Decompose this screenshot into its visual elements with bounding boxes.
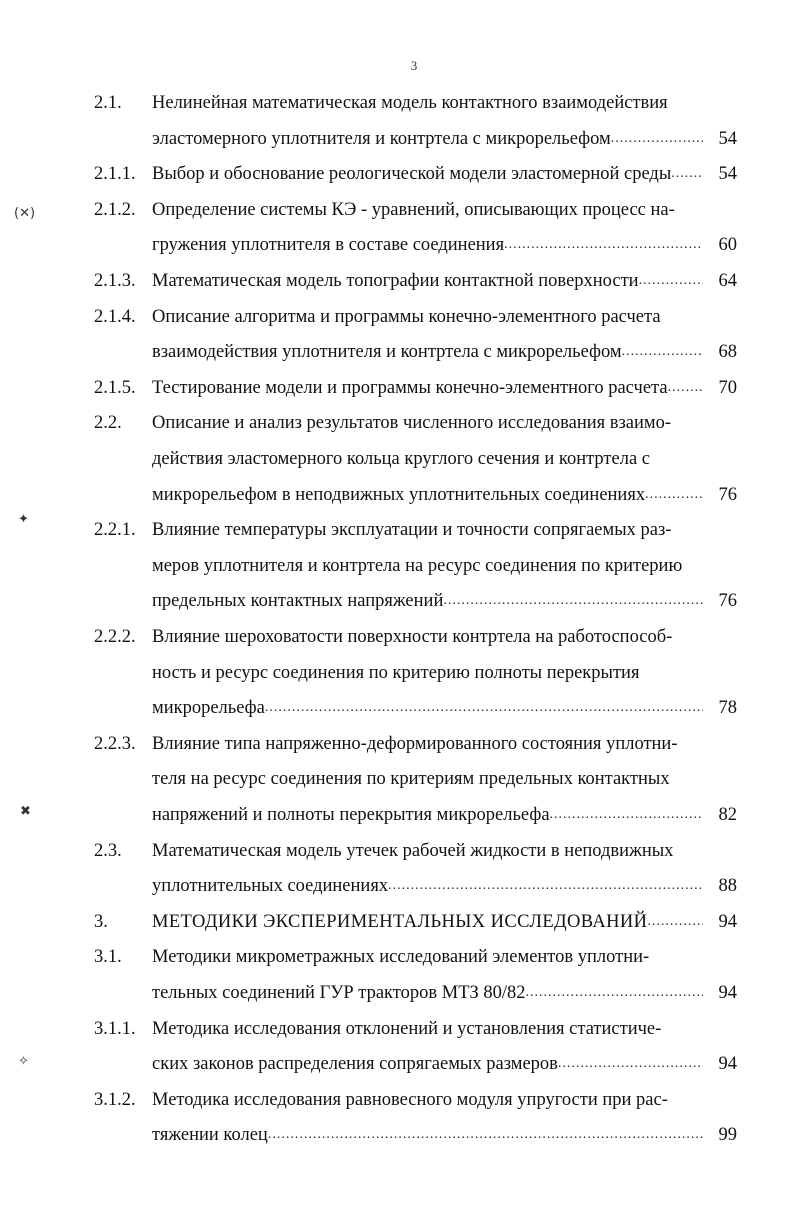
toc-leader-dots	[647, 906, 703, 938]
toc-line	[0, 407, 799, 439]
toc-entry-text	[152, 194, 703, 226]
toc-entry-label: теля на ресурс соединения по критериям предельных контактных	[152, 769, 670, 790]
toc-section-number: 2.1.3.	[94, 271, 136, 291]
toc-leader-dots	[443, 585, 703, 617]
toc-entry-text	[152, 977, 703, 1009]
toc-leader-dots	[668, 372, 703, 404]
toc-section-number: 2.1.4.	[94, 306, 136, 327]
toc-section-number: 2.1.5.	[94, 377, 136, 398]
toc-line	[0, 1084, 799, 1116]
toc-page-number: 76	[718, 591, 737, 612]
toc-entry-text	[152, 1013, 703, 1045]
toc-page-number: 78	[718, 698, 737, 719]
toc-entry-label: Методика исследования равновесного модуля упругости при рас-	[152, 1089, 668, 1110]
toc-entry-label: эластомерного уплотнителя и контртела с микрорельефом	[152, 128, 611, 149]
toc-line	[0, 906, 799, 938]
toc-entry-text	[152, 799, 703, 831]
margin-mark-icon: ✧	[18, 1054, 29, 1069]
toc-entry-text	[152, 692, 703, 724]
toc-entry-label: Математическая модель утечек рабочей жидкости в неподвижных	[152, 840, 674, 861]
toc-line	[0, 336, 799, 368]
toc-section-number: 3.1.1.	[94, 1018, 136, 1039]
toc-page-number: 99	[718, 1125, 737, 1146]
toc-line	[0, 835, 799, 867]
toc-page-number: 70	[718, 377, 737, 398]
toc-section-number: 2.3.	[94, 840, 122, 861]
toc-entry-text	[152, 1048, 703, 1080]
toc-page-number: 54	[718, 164, 737, 185]
toc-entry-text	[152, 229, 703, 261]
page-number: 3	[410, 58, 418, 73]
toc-leader-dots	[645, 479, 703, 511]
toc-leader-dots	[622, 336, 703, 368]
toc-entry-text	[152, 657, 703, 689]
toc-line	[0, 514, 799, 546]
toc-entry-label: действия эластомерного кольца круглого сечения и контртела с	[152, 449, 651, 469]
toc-entry-label: тяжении колец	[152, 1125, 268, 1146]
toc-entry-label: Влияние типа напряженно-деформированного состояния уплотни-	[152, 733, 678, 754]
toc-section-number: 3.1.	[94, 947, 122, 968]
toc-leader-dots	[611, 123, 703, 155]
toc-page-number: 54	[718, 128, 737, 149]
toc-line	[0, 229, 799, 261]
toc-entry-label: Методика исследования отклонений и установления статистиче-	[152, 1018, 662, 1039]
toc-leader-dots	[265, 692, 703, 724]
toc-entry-text	[152, 407, 703, 439]
toc-entry-label: Описание и анализ результатов численного исследования взаимо-	[152, 413, 672, 434]
toc-section-number: 2.1.1.	[94, 164, 136, 185]
toc-section-number: 2.2.1.	[94, 520, 136, 541]
toc-line	[0, 194, 799, 226]
toc-page-number: 88	[718, 876, 737, 897]
toc-page-number: 82	[718, 805, 737, 825]
toc-entry-text	[152, 585, 703, 617]
toc-section-number: 3.1.2.	[94, 1089, 136, 1110]
toc-section-number: 2.1.2.	[94, 199, 136, 220]
toc-entry-text	[152, 835, 703, 867]
toc-entry-text	[152, 87, 703, 119]
toc-entry-text	[152, 301, 703, 333]
toc-leader-dots	[550, 799, 703, 831]
toc-entry-label: взаимодействия уплотнителя и контртела с микрорельефом	[152, 342, 622, 363]
toc-entry-text	[152, 728, 703, 760]
toc-entry-text	[152, 1084, 703, 1116]
toc-leader-dots	[558, 1048, 703, 1080]
toc-entry-text	[152, 1119, 703, 1151]
toc-line	[0, 870, 799, 902]
toc-entry-text	[152, 621, 703, 653]
toc-entry-text	[152, 763, 703, 795]
toc-entry-text	[152, 372, 703, 404]
toc-leader-dots	[504, 229, 703, 261]
toc-entry-text	[152, 336, 703, 368]
toc-entry-label: уплотнительных соединениях	[152, 876, 389, 897]
margin-mark-icon: ✦	[18, 512, 29, 527]
toc-entry-label: гружения уплотнителя в составе соединения	[152, 235, 505, 256]
toc-page-number: 68	[718, 342, 737, 363]
toc-entry-label: ских законов распределения сопрягаемых размеров	[152, 1054, 558, 1075]
toc-leader-dots	[671, 158, 703, 190]
toc-entry-label: МЕТОДИКИ ЭКСПЕРИМЕНТАЛЬНЫХ ИССЛЕДОВАНИЙ	[152, 911, 648, 932]
toc-section-number: 2.2.3.	[94, 733, 136, 754]
toc-entry-label: меров уплотнителя и контртела на ресурс соединения по критерию	[152, 555, 683, 576]
toc-line	[0, 123, 799, 155]
toc-entry-text	[152, 443, 703, 475]
toc-page-number: 94	[718, 911, 737, 932]
toc-line	[0, 479, 799, 511]
toc-line	[0, 158, 799, 190]
toc-leader-dots	[639, 265, 703, 297]
toc-line	[0, 977, 799, 1009]
toc-entry-label: предельных контактных напряжений	[152, 591, 444, 612]
toc-line	[0, 443, 799, 475]
toc-entry-label: Влияние температуры эксплуатации и точности сопрягаемых раз-	[152, 520, 672, 541]
toc-section-number: 2.2.	[94, 413, 122, 434]
toc-line	[0, 372, 799, 404]
toc-entry-label: микрорельефом в неподвижных уплотнительных соединениях	[152, 484, 646, 505]
toc-entry-label: Тестирование модели и программы конечно-элементного расчета	[152, 377, 668, 398]
toc-page-number: 60	[718, 235, 737, 256]
toc-line	[0, 301, 799, 333]
toc-section-number: 2.2.2.	[94, 627, 136, 647]
toc-entry-text	[152, 941, 703, 973]
toc-entry-label: Выбор и обоснование реологической модели эластомерной среды	[152, 164, 672, 185]
toc-entry-text	[152, 906, 703, 938]
toc-entry-label: Определение системы КЭ - уравнений, описывающих процесс на-	[152, 199, 675, 220]
toc-leader-dots	[388, 870, 703, 902]
toc-page-number: 94	[718, 1054, 737, 1075]
toc-entry-label: Влияние шероховатости поверхности контртела на работоспособ-	[152, 627, 673, 647]
toc-entry-text	[152, 479, 703, 511]
toc-entry-text	[152, 123, 703, 155]
toc-entry-text	[152, 514, 703, 546]
toc-page-number: 64	[718, 271, 737, 291]
toc-line	[0, 585, 799, 617]
toc-line	[0, 87, 799, 119]
toc-entry-label: ность и ресурс соединения по критерию полноты перекрытия	[152, 662, 640, 683]
toc-section-number: 3.	[94, 911, 108, 932]
margin-mark-icon: ✖	[20, 804, 31, 819]
toc-entry-text	[152, 550, 703, 582]
toc-entry-label: тельных соединений ГУР тракторов МТЗ 80/82	[152, 983, 526, 1003]
toc-entry-label: Нелинейная математическая модель контактного взаимодействия	[152, 93, 668, 113]
toc-entry-text	[152, 158, 703, 190]
toc-entry-label: Описание алгоритма и программы конечно-элементного расчета	[152, 306, 661, 327]
toc-entry-text	[152, 870, 703, 902]
toc-line	[0, 265, 799, 297]
toc-entry-label: напряжений и полноты перекрытия микрорельефа	[152, 805, 550, 825]
toc-line	[0, 728, 799, 760]
toc-line	[0, 799, 799, 831]
toc-entry-label: микрорельефа	[152, 698, 265, 719]
toc-entry-label: Математическая модель топографии контактной поверхности	[152, 271, 639, 291]
toc-entry-label: Методики микрометражных исследований элементов уплотни-	[152, 947, 650, 968]
toc-line	[0, 621, 799, 653]
toc-section-number: 2.1.	[94, 93, 122, 113]
toc-line	[0, 941, 799, 973]
toc-line	[0, 657, 799, 689]
toc-line	[0, 1119, 799, 1151]
toc-page-number: 94	[718, 983, 737, 1003]
toc-leader-dots	[268, 1119, 703, 1151]
toc-line	[0, 763, 799, 795]
toc-entry-text	[152, 265, 703, 297]
toc-line	[0, 1048, 799, 1080]
toc-leader-dots	[526, 977, 703, 1009]
toc-page-number: 76	[718, 484, 737, 505]
margin-mark-icon: (✕)	[14, 206, 36, 221]
toc-line	[0, 550, 799, 582]
toc-line	[0, 1013, 799, 1045]
toc-line	[0, 692, 799, 724]
